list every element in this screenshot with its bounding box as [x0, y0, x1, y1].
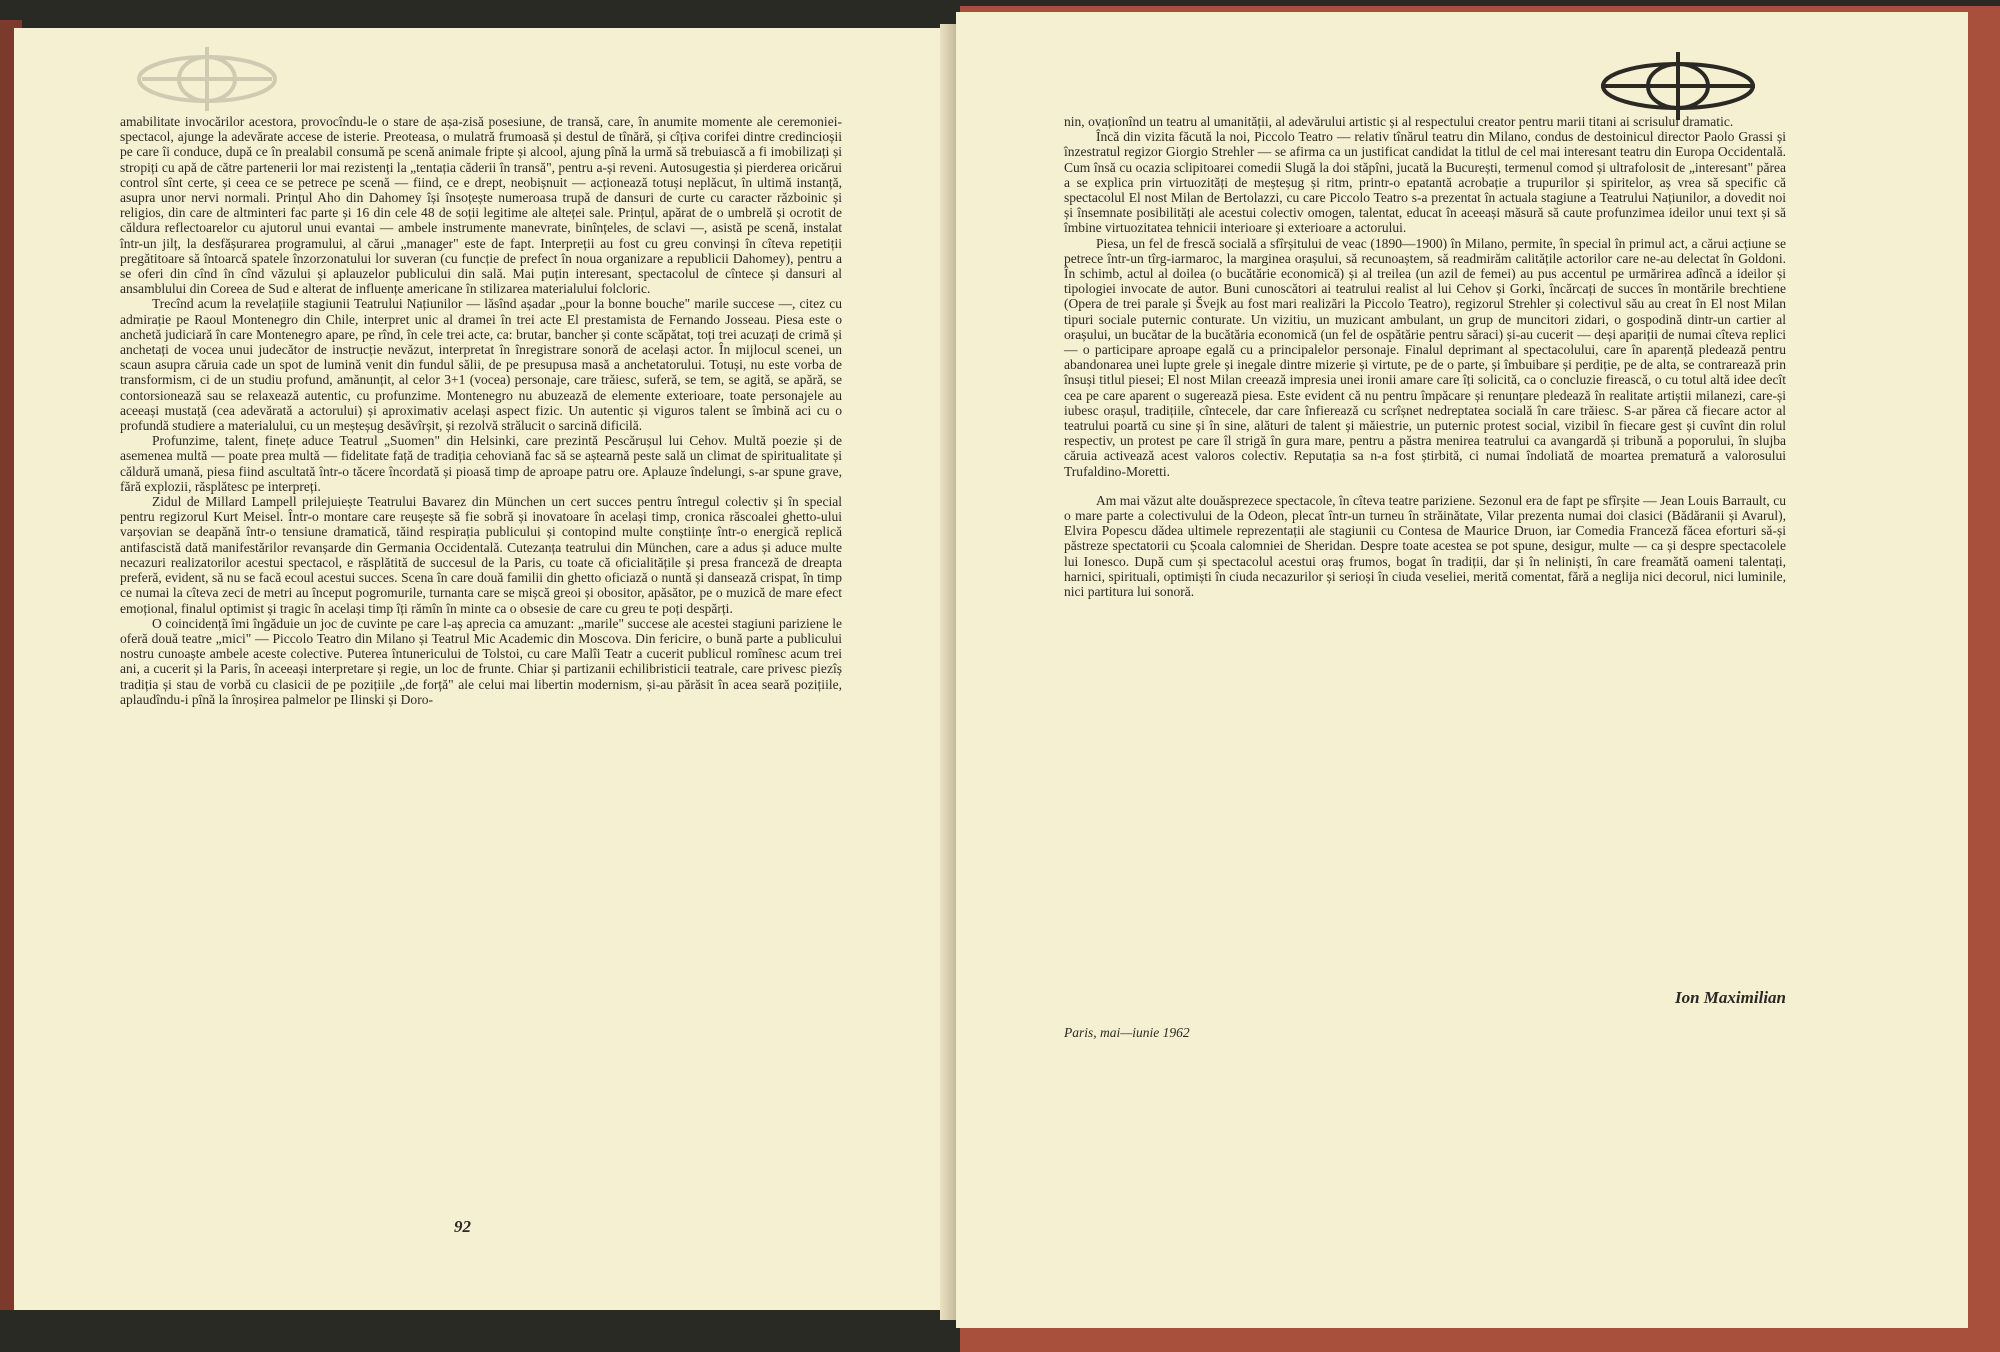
paragraph: Profunzime, talent, finețe aduce Teatrul „Suomen" din Helsinki, care prezintă Pescărușul lui Cehov. Multă poezie și de asemenea multă — poate prea multă — fidelitate față de tradiția cehoviană fac să se aștearnă peste sală un climat de spiritualitate și căldură umană, piesa fiind ascultată într-o tăcere încordată și pioasă timp de aproape patru ore. Aplauze îndelungi, s-ar spune grave, fără explozii, răsplătesc pe interpreți. [120, 433, 842, 494]
dateline: Paris, mai—iunie 1962 [1064, 1025, 1190, 1040]
left-text-column [120, 114, 842, 707]
paragraph: Piesa, un fel de frescă socială a sfîrșitului de veac (1890—1900) în Milano, permite, în special în primul act, a cărui acțiune se petrece într-un tîrg-iarmaroc, la marginea orașului, să recunoaștem, să readmirăm calitățile actorilor care ne-au delectat în Goldoni. În schimb, actul al doilea (o bucătărie economică) și al treilea (un azil de femei) au pus accentul pe urmărirea adîncă a ideilor și tipologiei invocate de autor. Buni cunoscători ai teatrului realist al lui Cehov și Gorki, încărcați de succes în montările brechtiene (Opera de trei parale și Švejk au fost mari realizări la Piccolo Teatro), regizorul Strehler și colectivul său au creat în El nost Milan tipuri sociale puternic conturate. Un vizitiu, un muzicant ambulant, un grup de muncitori zidari, o gospodină dintr-un cartier al orașului, un bucătar de la bucătăria economică (un fel de ospătărie pentru săraci) și-au cucerit — deși apariții de numai cîteva replici — o participare aproape egală cu a principalelor personaje. Finalul deprimant al spectacolului, care în aparență pledează pentru abandonarea unei lupte grele și inegale dintre mizerie și virtute, pe de o parte, și îmbuibare și perdiție, pe de alta, se contrarează prin însuși titlul piesei; El nost Milan creează impresia unei ironii amare care îți solicită, ca o concluzie firească, o cu totul altă idee decît cea pe care aparent o sugerează piesa. Este evident că nu pentru împăcare și renunțare pledează în realitate artiștii milanezi, care-și iubesc orașul, tradițiile, cîntecele, dar care înfierează cu scrîșnet nedreptatea socială în care trăiesc. S-ar părea că fiecare actor al teatrului poartă cu sine și în sine, alături de talent și măiestrie, un puternic protest social, vizibil în fiecare gest și cuvînt din rolul respectiv, un protest pe care îl strigă în gura mare, pentru a păstra menirea teatrului ca avangardă și tribună a poporului, în slujba căruia activează acest valoros colectiv. Reputația sa n-a fost știrbită, ci numai îndoliată de moartea prematură a valorosului Trufaldino-Moretti. [1064, 235, 1786, 479]
paragraph: amabilitate invocărilor acestora, provocîndu-le o stare de așa-zisă posesiune, de transă, care, în anumite momente ale ceremoniei-spectacol, ajunge la adevărate accese de isterie. Preoteasa, o mulatră frumoasă și destul de tînără, și cîțiva corifei dintre credincioșii pe care îi conduce, după ce în prealabil consumă pe scenă animale fripte și alcool, ajung pînă la urmă să trebuiască a fi imobilizați și stropiți cu apă de către partenerii lor mai rezistenți la „tentația căderii în transă", pentru a-și reveni. Autosugestia și pierderea oricărui control sînt certe, și ceea ce se petrece pe scenă — fiind, ce e drept, neobișnuit — acționează totuși neplăcut, în ultimă instanță, asupra unor nervi normali. Prințul Aho din Dahomey își însoțește numeroasa trupă de dansuri de curte cu caracter războinic și religios, din care de altminteri fac parte și 16 din cele 48 de soții legitime ale alteței sale. Prințul, apărat de o umbrelă și ocrotit de căldura reflectoarelor cu ajutorul unui evantai — ambele instrumente manevrate, binînțeles, de sclavi —, asistă pe scenă, instalat într-un jilț, la desfășurarea programului, al cărui „manager" este de fapt. Interpreții au fost cu greu convinși în cîteva repetiții pregătitoare să întoarcă spatele înzorzonatului lor suveran (cu funcție de prefect în noua organizare a republicii Dahomey), pentru a se oferi din cînd în cînd văzului și aplauzelor publicului din sală. Mai puțin interesant, spectacolul de cîntece și dansuri al ansamblului din Coreea de Sud e alterat de influențe americane în stilizarea materialului folcloric. [120, 114, 842, 297]
paragraph: Încă din vizita făcută la noi, Piccolo Teatro — relativ tînărul teatru din Milano, condus de destoinicul director Paolo Grassi și înzestratul regizor Giorgio Strehler — se afirma ca un justificat candidat la titlul de cel mai interesant teatru din Europa Occidentală. Cum însă cu ocazia sclipitoarei comedii Slugă la doi stăpîni, jucată la București, termenul comod și ultrafolosit de „interesant" părea a se explica prin virtuozități de meșteșug și ritm, printr-o epatantă acrobație a trupurilor și spiritelor, aș vrea să specific că spectacolul El nost Milan de Bertolazzi, cu care Piccolo Teatro s-a prezentat în actuala stagiune a Teatrului Națiunilor, a dovedit noi și însemnate posibilități ale acestui colectiv omogen, talentat, educat în aceeași măsură să caute profunzimea ideilor unui text și să îmbine virtuozitatea tehnicii interioare și exterioare a actorului. [1064, 129, 1786, 236]
paragraph: Zidul de Millard Lampell prilejuiește Teatrului Bavarez din München un cert succes pentru întregul colectiv și în special pentru regizorul Kurt Meisel. Într-o montare care reușește să fie sobră și inovatoare în același timp, cronica răscoalei ghetto-ului varșovian se deapănă într-o tensiune dramatică, tăind respirația publicului și contopind multe conștiințe într-o energică replică antifascistă dată manifestărilor revanșarde din Germania Occidentală. Cutezanța teatrului din München, care a adus și aduce multe necazuri realizatorilor acestui spectacol, e răsplătită de succesul de la Paris, cu toate că oficialitățile și presa franceză de dreapta preferă, evident, să nu se facă ecoul acestui succes. Scena în care două familii din ghetto oficiază o nuntă și dansează crispat, în timp ce numai la cîteva zeci de metri au început pogromurile, turnanta care se mișcă greoi și obositor, apăsător, pe o muzică de mare efect emoțional, finalul optimist și tragic în același timp îți rămîn în minte ca o obsesie de care cu greu te poți despărți. [120, 494, 842, 616]
right-text-column [1064, 114, 1786, 599]
paragraph: Trecînd acum la revelațiile stagiunii Teatrului Națiunilor — lăsînd așadar „pour la bonne bouche" marile succese —, citez cu admirație pe Raoul Montenegro din Chile, interpret unic al dramei în trei acte El prestamista de Fernando Josseau. Piesa este o anchetă judiciară în care Montenegro apare, pe rînd, în cele trei acte, ca: brutar, bancher și conte scăpătat, toți trei acuzați de crimă și anchetați de vocea unui judecător de instrucție nevăzut, interpretat în înregistrare sonoră de același actor. În mijlocul scenei, un scaun asupra căruia cade un spot de lumină venit din fundul sălii, de pe presupusa masă a anchetatorului. Totuși, nu este vorba de transformism, ci de un studiu profund, amănunțit, al celor 3+1 (vocea) personaje, care trăiesc, suferă, se tem, se agită, se apără, se contorsionează sau se relaxează autentic, cu profunzime. Montenegro nu abuzează de elemente exterioare, toate personajele au aceeași mustață (cea adevărată a actorului) și aproximativ același aspect fizic. Un autentic și viguros talent se îmbină aci cu o profundă studiere a materialului, cu un meșteșug desăvîrșit, și rezolvă strălucit o sarcină dificilă. [120, 296, 842, 434]
left-page [14, 28, 952, 1310]
globe-logo-icon [1596, 48, 1760, 124]
right-page [956, 12, 1968, 1328]
paragraph: O coincidență îmi îngăduie un joc de cuvinte pe care l-aș aprecia ca amuzant: „marile" succese ale acestei stagiuni pariziene le oferă două teatre „mici" — Piccolo Teatro din Milano și Teatrul Mic Academic din Moscova. Din fericire, o bună parte a publicului nostru cunoaște ambele aceste colective. Puterea întunericului de Tolstoi, cu care Malîi Teatr a cucerit publicul romînesc acum trei ani, a cucerit și la Paris, în aceeași interpretare și regie, un loc de frunte. Chiar și partizanii echilibristicii teatrale, care privesc piezîș tradiția și stau de vorbă cu clasicii de pe pozițiile „de forță" ale celui mai libertin modernism, și-au părăsit în acea seară pozițiile, aplaudîndu-i pînă la înroșirea palmelor pe Ilinski și Doro- [120, 615, 842, 707]
globe-logo-icon [132, 44, 282, 114]
paragraph: nin, ovaționînd un teatru al umanității, al adevărului artistic și al respectului creator pentru marii titani ai scrisului dramatic. [1064, 114, 1734, 129]
page-number: 92 [454, 1217, 471, 1236]
author-signature: Ion Maximilian [1674, 988, 1786, 1007]
paragraph: Am mai văzut alte douăsprezece spectacole, în cîteva teatre pariziene. Sezonul era de fapt pe sfîrșite — Jean Louis Barrault, cu o mare parte a colectivului de la Odeon, plecat într-un turneu în străinătate, Vilar prezenta numai doi clasici (Bădăranii și Avarul), Elvira Popescu dădea ultimele reprezentații ale stagiunii cu Contesa de Maurice Druon, iar Comedia Franceză făcea eforturi să-și păstreze spectatorii cu Școala calomniei de Sheridan. Despre toate acestea se pot spune, desigur, multe — ca și despre spectacolele lui Ionesco. După cum și spectacolul acestui oraș frumos, bogat în tradiții, dar și în neliniști, în care freamătă oameni talentați, harnici, spirituali, optimiști în ciuda necazurilor și serioși în ciuda veseliei, merită comentat, fără a neglija nici decorul, nici luminile, nici partitura lui sonoră. [1064, 492, 1786, 600]
